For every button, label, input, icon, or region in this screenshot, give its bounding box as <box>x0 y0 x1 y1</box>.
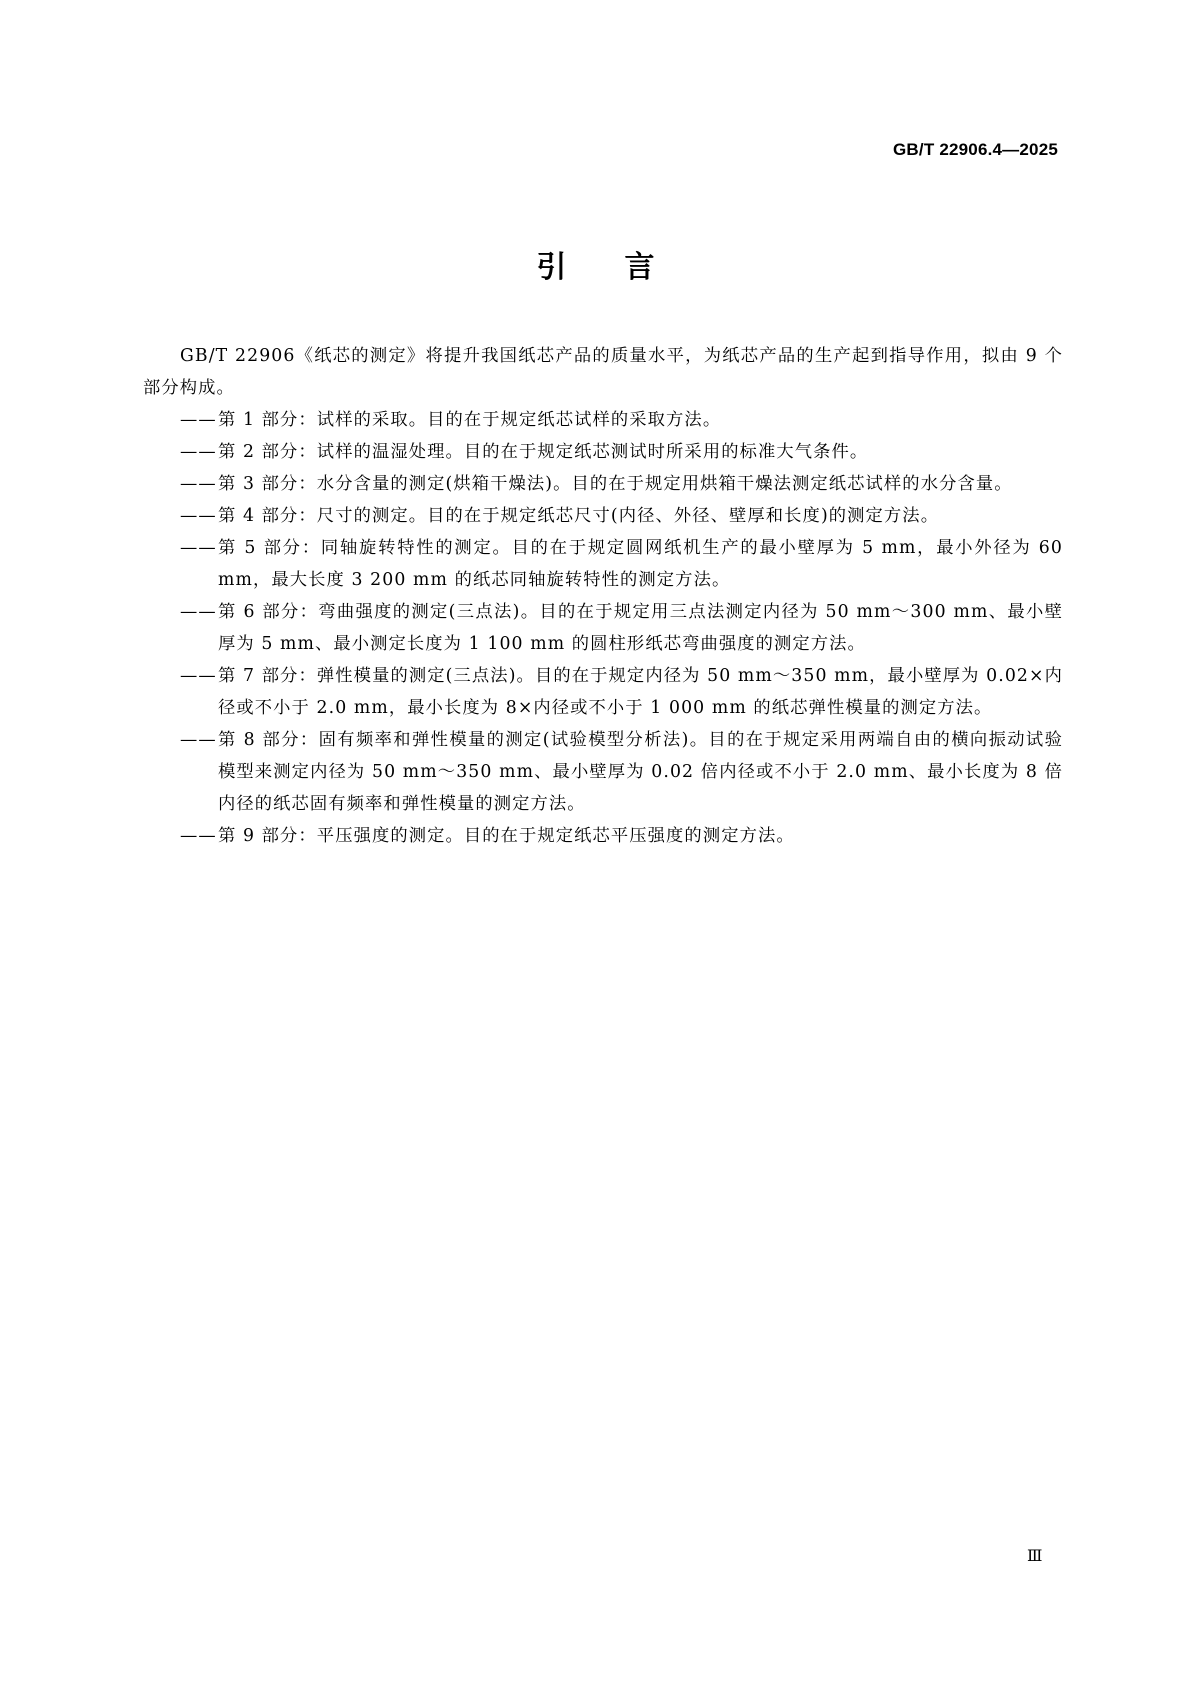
part-item-8 <box>143 724 1063 820</box>
part-item-7 <box>143 660 1063 724</box>
part-text: 第 1 部分：试样的采取。目的在于规定纸芯试样的采取方法。 <box>218 410 722 430</box>
list-dash: —— <box>180 826 217 846</box>
part-item-6 <box>143 596 1063 660</box>
list-dash: —— <box>180 474 217 494</box>
part-item-9 <box>143 820 1063 852</box>
part-item-1 <box>143 404 1063 436</box>
part-text: 第 4 部分：尺寸的测定。目的在于规定纸芯尺寸(内径、外径、壁厚和长度)的测定方法。 <box>218 506 940 526</box>
page-number: Ⅲ <box>1027 1548 1043 1565</box>
list-dash: —— <box>180 602 217 622</box>
page-title: 引言 <box>536 250 713 285</box>
document-code: GB/T 22906.4—2025 <box>893 140 1058 159</box>
intro-paragraph: GB/T 22906《纸芯的测定》将提升我国纸芯产品的质量水平，为纸芯产品的生产起到指导作用，拟由 9 个部分构成。 <box>143 346 1063 398</box>
part-text: 第 6 部分：弯曲强度的测定(三点法)。目的在于规定用三点法测定内径为 50 mm～300 mm、最小壁厚为 5 mm、最小测定长度为 1 100 mm 的圆柱形纸芯弯曲强度的测定方法。 <box>218 602 1063 654</box>
list-dash: —— <box>180 506 217 526</box>
part-text: 第 8 部分：固有频率和弹性模量的测定(试验模型分析法)。目的在于规定采用两端自由的横向振动试验模型来测定内径为 50 mm～350 mm、最小壁厚为 0.02 倍内径或不小于 2.0 mm、最小长度为 8 倍内径的纸芯固有频率和弹性模量的测定方法。 <box>218 730 1063 814</box>
part-text: 第 9 部分：平压强度的测定。目的在于规定纸芯平压强度的测定方法。 <box>218 826 795 846</box>
list-dash: —— <box>180 410 217 430</box>
list-dash: —— <box>180 666 217 686</box>
part-text: 第 2 部分：试样的温湿处理。目的在于规定纸芯测试时所采用的标准大气条件。 <box>218 442 869 462</box>
part-item-5 <box>143 532 1063 596</box>
part-item-4 <box>143 500 1063 532</box>
part-item-3 <box>143 468 1063 500</box>
part-item-2 <box>143 436 1063 468</box>
introduction-body <box>143 340 1063 852</box>
list-dash: —— <box>180 442 217 462</box>
part-text: 第 5 部分：同轴旋转特性的测定。目的在于规定圆网纸机生产的最小壁厚为 5 mm，最小外径为 60 mm，最大长度 3 200 mm 的纸芯同轴旋转特性的测定方法。 <box>218 538 1063 590</box>
part-text: 第 7 部分：弹性模量的测定(三点法)。目的在于规定内径为 50 mm～350 mm，最小壁厚为 0.02×内径或不小于 2.0 mm，最小长度为 8×内径或不小于 1 000 mm 的纸芯弹性模量的测定方法。 <box>218 666 1063 718</box>
list-dash: —— <box>180 730 217 750</box>
list-dash: —— <box>180 538 217 558</box>
part-text: 第 3 部分：水分含量的测定(烘箱干燥法)。目的在于规定用烘箱干燥法测定纸芯试样的水分含量。 <box>218 474 1013 494</box>
